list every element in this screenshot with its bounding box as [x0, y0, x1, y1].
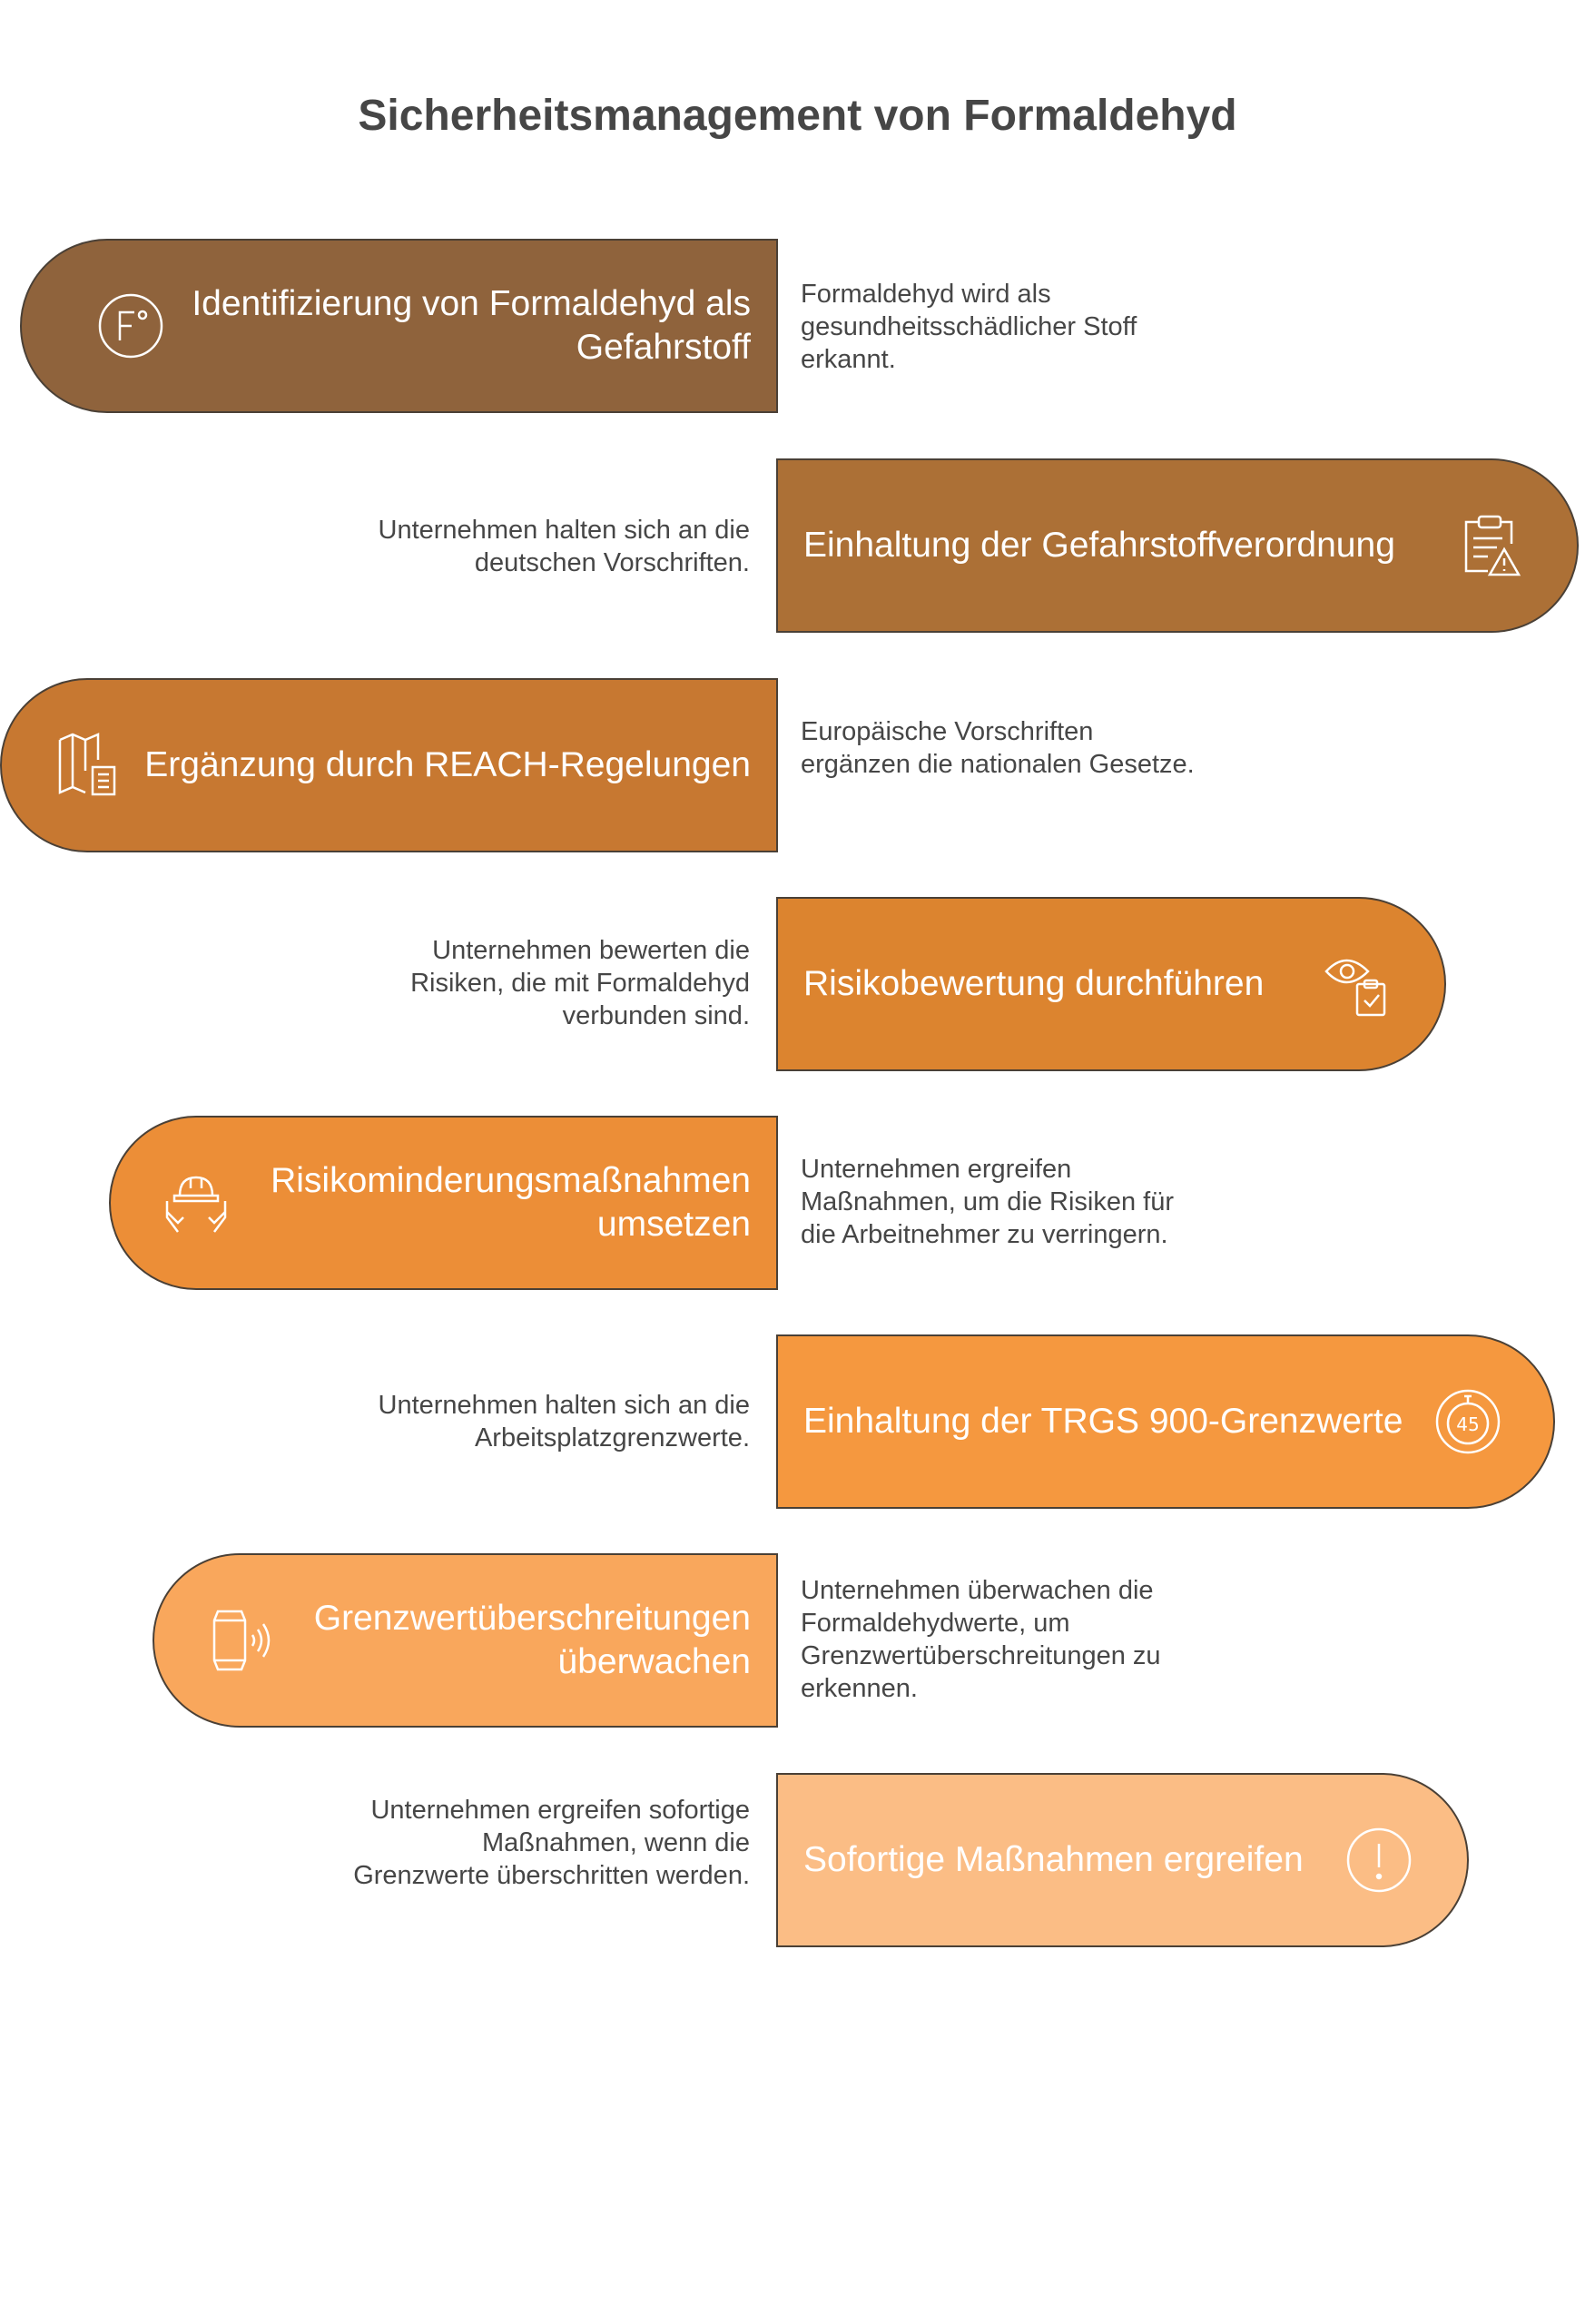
- step-7-label: Grenzwertüberschreitungen überwachen: [313, 1599, 751, 1681]
- step-3-description: Europäische Vorschriften ergänzen die nationalen Gesetze.: [801, 717, 1195, 779]
- step-2-pill: [776, 458, 1579, 633]
- step-6-description: Unternehmen halten sich an die Arbeitsplatzgrenzwerte.: [378, 1391, 750, 1452]
- step-6-pill: [776, 1334, 1555, 1509]
- step-1-label: Identifizierung von Formaldehyd als Gefahrstoff: [192, 284, 751, 367]
- step-1-pill: [20, 239, 778, 413]
- page-title: Sicherheitsmanagement von Formaldehyd: [358, 92, 1237, 140]
- svg-text:45: 45: [1456, 1413, 1480, 1435]
- eye-clipboard-icon: [1321, 946, 1397, 1022]
- step-2-description: Unternehmen halten sich an die deutschen Vorschriften.: [378, 516, 750, 577]
- step-4-pill: [776, 897, 1446, 1071]
- step-4-description: Unternehmen bewerten die Risiken, die mit Formaldehyd verbunden sind.: [410, 936, 750, 1030]
- step-8-description: Unternehmen ergreifen sofortige Maßnahmen, wenn die Grenzwerte überschritten werden.: [353, 1796, 750, 1890]
- step-3-label: Ergänzung durch REACH-Regelungen: [144, 745, 751, 784]
- hardhat-hands-icon: [158, 1165, 234, 1241]
- step-5-description: Unternehmen ergreifen Maßnahmen, um die Risiken für die Arbeitnehmer zu verringern.: [801, 1155, 1174, 1249]
- step-1-description: Formaldehyd wird als gesundheitsschädlicher Stoff erkannt.: [801, 280, 1137, 374]
- step-7-pill: [153, 1553, 778, 1728]
- timer-45-icon: [1430, 1384, 1506, 1460]
- step-5-label: Risikominderungsmaßnahmen umsetzen: [271, 1161, 751, 1244]
- step-2-label: Einhaltung der Gefahrstoffverordnung: [803, 526, 1395, 565]
- exclamation-circle-icon: [1341, 1822, 1417, 1898]
- fahrenheit-icon: [93, 288, 169, 364]
- step-5-pill: [109, 1116, 778, 1290]
- step-8-label: Sofortige Maßnahmen ergreifen: [803, 1840, 1304, 1879]
- step-3-pill: [0, 678, 778, 852]
- sensor-signal-icon: [202, 1602, 278, 1679]
- step-6-label: Einhaltung der TRGS 900-Grenzwerte: [803, 1402, 1403, 1441]
- step-7-description: Unternehmen überwachen die Formaldehydwerte, um Grenzwertüberschreitungen zu erkennen.: [801, 1576, 1161, 1703]
- map-document-icon: [53, 727, 129, 803]
- clipboard-warning-icon: [1452, 507, 1528, 584]
- step-4-label: Risikobewertung durchführen: [803, 964, 1265, 1003]
- step-8-pill: [776, 1773, 1469, 1947]
